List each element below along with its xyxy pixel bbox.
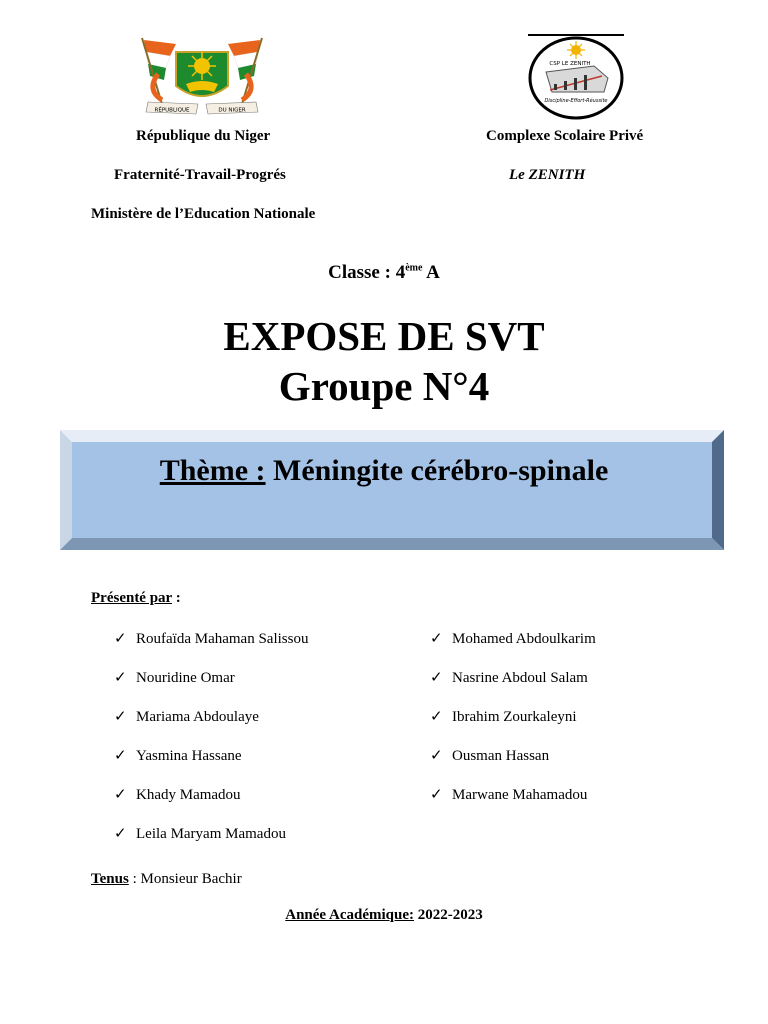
supervisor-line: Tenus : Monsieur Bachir (91, 871, 242, 887)
list-item: ✓ Nouridine Omar (114, 670, 235, 686)
check-icon: ✓ (114, 631, 127, 647)
list-item: ✓ Mohamed Abdoulkarim (430, 631, 596, 647)
theme-box (60, 430, 724, 550)
check-icon: ✓ (114, 748, 127, 764)
check-icon: ✓ (430, 787, 443, 803)
list-item: ✓ Leila Maryam Mamadou (114, 826, 286, 842)
theme-heading: Thème : Méningite cérébro-spinale (159, 454, 609, 487)
school-name: Le ZENITH (509, 167, 586, 183)
list-item: ✓ Khady Mamadou (114, 787, 241, 803)
document-title: EXPOSE DE SVT (223, 313, 545, 359)
check-icon: ✓ (114, 787, 127, 803)
academic-year: Année Académique: 2022-2023 (285, 907, 483, 923)
niger-coat-of-arms-icon (136, 34, 268, 120)
list-item: ✓ Nasrine Abdoul Salam (430, 670, 588, 686)
class-label: Classe : 4ème A (328, 262, 440, 283)
presented-by-label: Présenté par : (91, 590, 181, 606)
list-item: ✓ Mariama Abdoulaye (114, 709, 259, 725)
list-item: ✓ Ousman Hassan (430, 748, 550, 764)
svg-text:CSP LE ZENITH: CSP LE ZENITH (549, 61, 591, 67)
school-logo-icon (524, 32, 628, 120)
check-icon: ✓ (430, 670, 443, 686)
svg-text:DU NIGER: DU NIGER (218, 107, 246, 114)
check-icon: ✓ (114, 670, 127, 686)
check-icon: ✓ (430, 748, 443, 764)
list-item: ✓ Marwane Mahamadou (430, 787, 588, 803)
country-name: République du Niger (136, 128, 271, 144)
group-title: Groupe N°4 (278, 363, 490, 409)
school-type: Complexe Scolaire Privé (486, 128, 644, 144)
check-icon: ✓ (114, 826, 127, 842)
check-icon: ✓ (430, 631, 443, 647)
ministry-name: Ministère de l’Education Nationale (91, 206, 316, 222)
check-icon: ✓ (430, 709, 443, 725)
country-motto: Fraternité-Travail-Progrés (114, 167, 286, 183)
list-item: ✓ Yasmina Hassane (114, 748, 242, 764)
list-item: ✓ Ibrahim Zourkaleyni (430, 709, 577, 725)
list-item: ✓ Roufaïda Mahaman Salissou (114, 631, 309, 647)
svg-text:Discipline-Effort-Réussite: Discipline-Effort-Réussite (544, 98, 608, 104)
check-icon: ✓ (114, 709, 127, 725)
svg-text:RÉPUBLIQUE: RÉPUBLIQUE (154, 107, 190, 114)
